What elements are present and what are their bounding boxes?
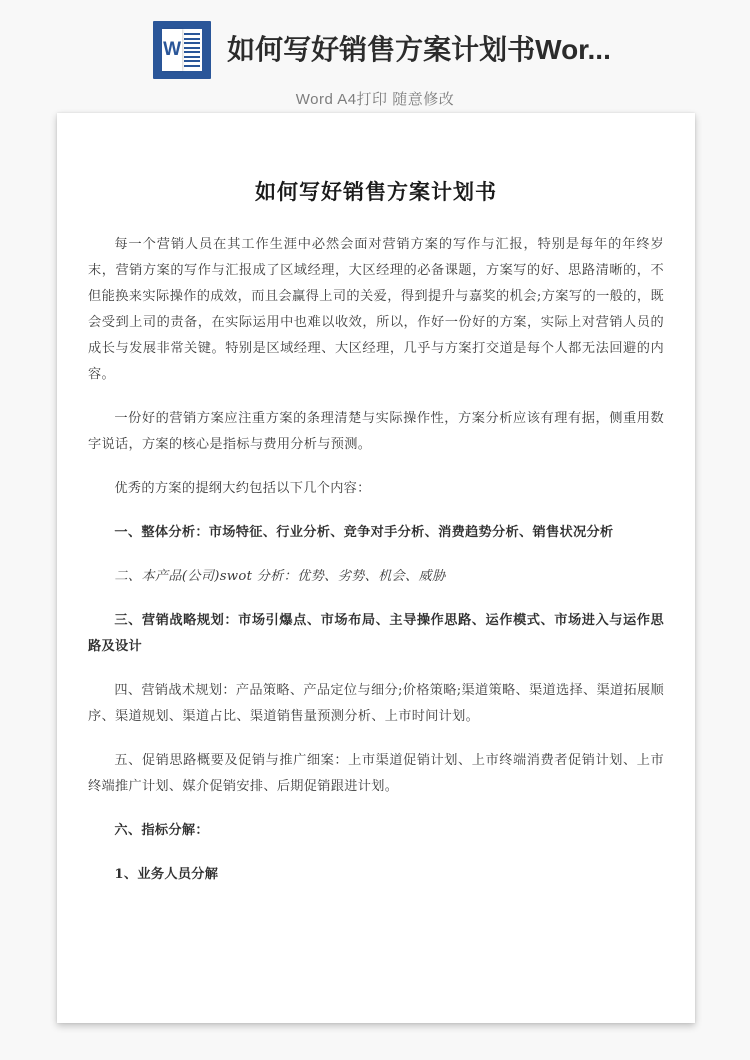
preview-header: [0, 0, 750, 113]
header-subtitle: Word A4打印 随意修改: [295, 91, 455, 108]
document-paragraph: 四、营销战术规划：产品策略、产品定位与细分;价格策略;渠道策略、渠道选择、渠道拓展顺序、渠道规划、渠道占比、渠道销售量预测分析、上市时间计划。: [88, 683, 664, 724]
document-body: [57, 113, 695, 888]
document-paragraph: 每一个营销人员在其工作生涯中必然会面对营销方案的写作与汇报，特别是每年的年终岁末，营销方案的写作与汇报成了区域经理，大区经理的必备课题，方案写的好、思路清晰的，不但能换来实际操作的成效，而且会赢得上司的关爱，得到提升与嘉奖的机会;方案写的一般的，既会受到上司的责备，在实际运用中也难以收效，所以，作好一份好的方案，实际上对营销人员的成长与发展非常关键。特别是区域经理、大区经理，几乎与方案打交道是每个人都无法回避的内容。: [88, 237, 664, 382]
document-paragraph: 1、业务人员分解: [114, 867, 219, 882]
word-icon-letter: W: [163, 39, 182, 60]
document-paragraph: 二、本产品(公司)swot 分析：优势、劣势、机会、威胁: [114, 569, 446, 584]
document-paragraph: 五、促销思路概要及促销与推广细案：上市渠道促销计划、上市终端消费者促销计划、上市终端推广计划、媒介促销安排、后期促销跟进计划。: [88, 753, 664, 794]
document-page: [57, 113, 695, 1023]
document-paragraph: 优秀的方案的提纲大约包括以下几个内容：: [114, 481, 371, 496]
document-paragraph: 一份好的营销方案应注重方案的条理清楚与实际操作性，方案分析应该有理有据，侧重用数字说话，方案的核心是指标与费用分析与预测。: [88, 411, 664, 452]
page-title: 如何写好销售方案计划书Wor...: [227, 33, 611, 65]
header-title-row: [0, 21, 750, 79]
document-paragraph-list: [88, 232, 664, 888]
word-document-icon: [153, 21, 211, 79]
document-heading: 如何写好销售方案计划书: [255, 179, 497, 204]
document-paragraph: 三、营销战略规划：市场引爆点、市场布局、主导操作思路、运作模式、市场进入与运作思路及设计: [88, 613, 664, 654]
document-paragraph: 一、整体分析：市场特征、行业分析、竞争对手分析、消费趋势分析、销售状况分析: [114, 525, 614, 540]
document-paragraph: 六、指标分解：: [114, 823, 209, 838]
word-icon-text-lines: [184, 33, 200, 67]
